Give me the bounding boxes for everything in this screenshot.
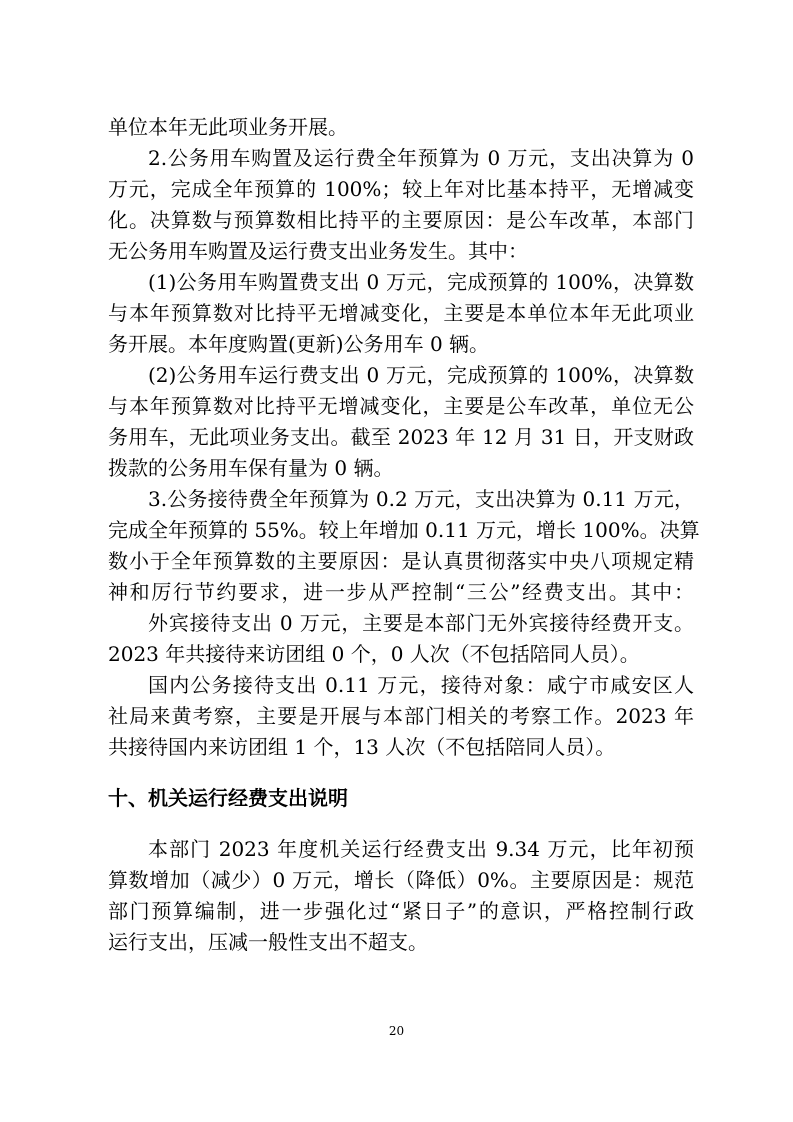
text-line: 拨款的公务用车保有量为 0 辆。 bbox=[108, 456, 394, 480]
text-line: 单位本年无此项业务开展。 bbox=[108, 115, 348, 139]
paragraph-vehicle-expense bbox=[108, 143, 694, 267]
text-line: 与本年预算数对比持平无增减变化，主要是公车改革，单位无公 bbox=[108, 394, 694, 418]
spacer bbox=[108, 763, 694, 783]
paragraph-operating-expense bbox=[108, 834, 694, 958]
text-line: 外宾接待支出 0 万元，主要是本部门无外宾接待经费开支。 bbox=[148, 611, 694, 635]
document-page bbox=[108, 112, 700, 958]
paragraph-foreign-reception bbox=[108, 608, 694, 670]
text-line: 神和厉行节约要求，进一步从严控制“三公”经费支出。其中： bbox=[108, 580, 694, 604]
text-line: 化。决算数与预算数相比持平的主要原因：是公车改革，本部门 bbox=[108, 208, 694, 232]
spacer bbox=[108, 814, 694, 834]
text-line: 共接待国内来访团组 1 个，13 人次（不包括陪同人员）。 bbox=[108, 735, 616, 759]
paragraph-vehicle-purchase bbox=[108, 267, 694, 360]
text-line: 本部门 2023 年度机关运行经费支出 9.34 万元，比年初预 bbox=[148, 837, 694, 861]
section-heading-operating-expense: 十、机关运行经费支出说明 bbox=[108, 786, 348, 810]
text-line: 万元，完成全年预算的 100%；较上年对比基本持平，无增减变 bbox=[108, 177, 694, 201]
text-line: 务用车，无此项业务支出。截至 2023 年 12 月 31 日，开支财政 bbox=[108, 425, 694, 449]
text-line: 3.公务接待费全年预算为 0.2 万元，支出决算为 0.11 万元， bbox=[148, 487, 694, 511]
paragraph-reception-expense bbox=[108, 484, 700, 608]
text-line: 2.公务用车购置及运行费全年预算为 0 万元，支出决算为 0 bbox=[148, 146, 694, 170]
text-line: 算数增加（减少）0 万元，增长（降低）0%。主要原因是：规范 bbox=[108, 868, 694, 892]
text-line: 务开展。本年度购置(更新)公务用车 0 辆。 bbox=[108, 332, 490, 356]
paragraph-domestic-reception bbox=[108, 670, 694, 763]
text-line: 数小于全年预算数的主要原因：是认真贯彻落实中央八项规定精 bbox=[108, 549, 694, 573]
text-line: (1)公务用车购置费支出 0 万元，完成预算的 100%，决算数 bbox=[148, 270, 694, 294]
text-line: 部门预算编制，进一步强化过“紧日子”的意识，严格控制行政 bbox=[108, 899, 694, 923]
text-line: 无公务用车购置及运行费支出业务发生。其中： bbox=[108, 239, 528, 263]
text-line: 社局来黄考察，主要是开展与本部门相关的考察工作。2023 年 bbox=[108, 704, 694, 728]
text-line: (2)公务用车运行费支出 0 万元，完成预算的 100%，决算数 bbox=[148, 363, 694, 387]
text-line: 完成全年预算的 55%。较上年增加 0.11 万元，增长 100%。决算 bbox=[108, 518, 700, 542]
page-number: 20 bbox=[388, 1024, 405, 1038]
text-line: 运行支出，压减一般性支出不超支。 bbox=[108, 930, 428, 954]
paragraph-continuation bbox=[108, 112, 694, 143]
text-line: 与本年预算数对比持平无增减变化，主要是本单位本年无此项业 bbox=[108, 301, 694, 325]
text-line: 国内公务接待支出 0.11 万元，接待对象：咸宁市咸安区人 bbox=[148, 673, 694, 697]
paragraph-vehicle-operation bbox=[108, 360, 694, 484]
text-line: 2023 年共接待来访团组 0 个，0 人次（不包括陪同人员）。 bbox=[108, 642, 640, 666]
